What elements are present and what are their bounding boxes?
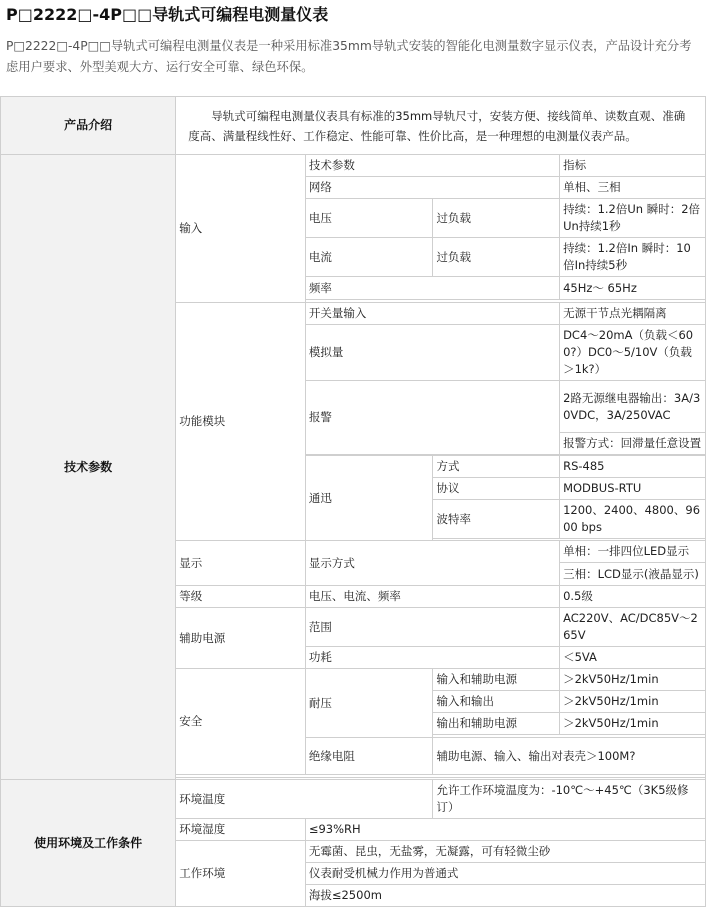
- work-env-value-3: 海拔≤2500m: [305, 885, 705, 907]
- product-intro-label: 产品介绍: [1, 97, 176, 155]
- table-row: [1, 780, 706, 819]
- withstand-value-3: ＞2kV50Hz/1min: [560, 713, 706, 735]
- comm-mode-label: 方式: [433, 456, 560, 478]
- intro-paragraph: P□2222□-4P□□导轨式可编程电测量仪表是一种采用标准35mm导轨式安装的智能化电测量数字显示仪表，产品设计充分考虑用户要求、外型美观大方、运行安全可靠、绿色环保。: [6, 39, 692, 74]
- aux-power-consumption-label: 功耗: [305, 647, 559, 669]
- switch-input-label: 开关量输入: [305, 303, 559, 325]
- function-module-label: 功能模块: [176, 303, 306, 541]
- insulation-label: 绝缘电阻: [305, 738, 433, 775]
- aux-range-label: 范围: [305, 608, 559, 647]
- withstand-item-1: 输入和辅助电源: [433, 669, 560, 691]
- table-row: [1, 155, 706, 177]
- voltage-overload-value: 持续：1.2倍Un 瞬时：2倍Un持续1秒: [560, 199, 706, 238]
- withstand-value-2: ＞2kV50Hz/1min: [560, 691, 706, 713]
- env-humidity-value: ≤93%RH: [305, 819, 705, 841]
- network-label: 网络: [305, 177, 559, 199]
- voltage-label: 电压: [305, 199, 433, 238]
- network-value: 单相、三相: [560, 177, 706, 199]
- frequency-label: 频率: [305, 277, 559, 300]
- current-label: 电流: [305, 238, 433, 277]
- input-label: 输入: [176, 155, 306, 303]
- withstand-value-1: ＞2kV50Hz/1min: [560, 669, 706, 691]
- switch-input-value: 无源干节点光耦隔离: [560, 303, 706, 325]
- comm-protocol-label: 协议: [433, 478, 560, 500]
- aux-power-label: 辅助电源: [176, 608, 306, 669]
- display-value-1: 单相：一排四位LED显示: [560, 541, 706, 563]
- voltage-overload-label: 过负载: [433, 199, 560, 238]
- grade-label: 等级: [176, 586, 306, 608]
- comm-baud-label: 波特率: [433, 500, 560, 539]
- current-overload-label: 过负载: [433, 238, 560, 277]
- tech-params-label: 技术参数: [1, 155, 176, 780]
- aux-power-consumption-value: ＜5VA: [560, 647, 706, 669]
- display-mode-label: 显示方式: [305, 541, 559, 586]
- aux-range-value: AC220V、AC/DC85V～265V: [560, 608, 706, 647]
- alarm-value-1: 2路无源继电器输出：3A/30VDC，3A/250VAC: [560, 381, 706, 433]
- comm-mode-value: RS-485: [560, 456, 706, 478]
- display-value-2: 三相：LCD显示(液晶显示): [560, 563, 706, 586]
- env-humidity-label: 环境湿度: [176, 819, 306, 841]
- env-temp-label: 环境温度: [176, 780, 433, 819]
- work-env-value-1: 无霉菌、昆虫，无盐雾，无凝露，可有轻微尘砂: [305, 841, 705, 863]
- grade-value: 0.5级: [560, 586, 706, 608]
- insulation-value: 辅助电源、输入、输出对表壳＞100M?: [433, 738, 706, 775]
- alarm-value-2: 报警方式：回滞量任意设置: [560, 433, 706, 455]
- withstand-item-3: 输出和辅助电源: [433, 713, 560, 735]
- spec-table: [0, 96, 706, 907]
- table-row: [1, 97, 706, 155]
- grade-items: 电压、电流、频率: [305, 586, 559, 608]
- env-conditions-label: 使用环境及工作条件: [1, 780, 176, 907]
- analog-label: 模拟量: [305, 325, 559, 381]
- page-title: P□2222□-4P□□导轨式可编程电测量仪表: [6, 5, 329, 24]
- comm-baud-value: 1200、2400、4800、9600 bps: [560, 500, 706, 539]
- display-label: 显示: [176, 541, 306, 586]
- current-overload-value: 持续：1.2倍In 瞬时：10倍In持续5秒: [560, 238, 706, 277]
- work-env-value-2: 仪表耐受机械力作用为普通式: [305, 863, 705, 885]
- safety-label: 安全: [176, 669, 306, 775]
- alarm-label: 报警: [305, 381, 559, 455]
- frequency-value: 45Hz～ 65Hz: [560, 277, 706, 300]
- comm-label: 通迅: [305, 456, 433, 541]
- env-temp-value: 允许工作环境温度为：-10℃～+45℃（3K5级修订）: [433, 780, 706, 819]
- withstand-item-2: 输入和输出: [433, 691, 560, 713]
- analog-value: DC4～20mA（负载＜600?）DC0～5/10V（负载＞1k?）: [560, 325, 706, 381]
- index-header: 指标: [560, 155, 706, 177]
- withstand-voltage-label: 耐压: [305, 669, 433, 738]
- work-env-label: 工作环境: [176, 841, 306, 907]
- comm-protocol-value: MODBUS-RTU: [560, 478, 706, 500]
- product-intro-text: 导轨式可编程电测量仪表具有标准的35mm导轨尺寸，安装方便、接线简单、读数直观、准确度高、满量程线性好、工作稳定、性能可靠、性价比高，是一种理想的电测量仪表产品。: [176, 97, 706, 155]
- param-header: 技术参数: [305, 155, 559, 177]
